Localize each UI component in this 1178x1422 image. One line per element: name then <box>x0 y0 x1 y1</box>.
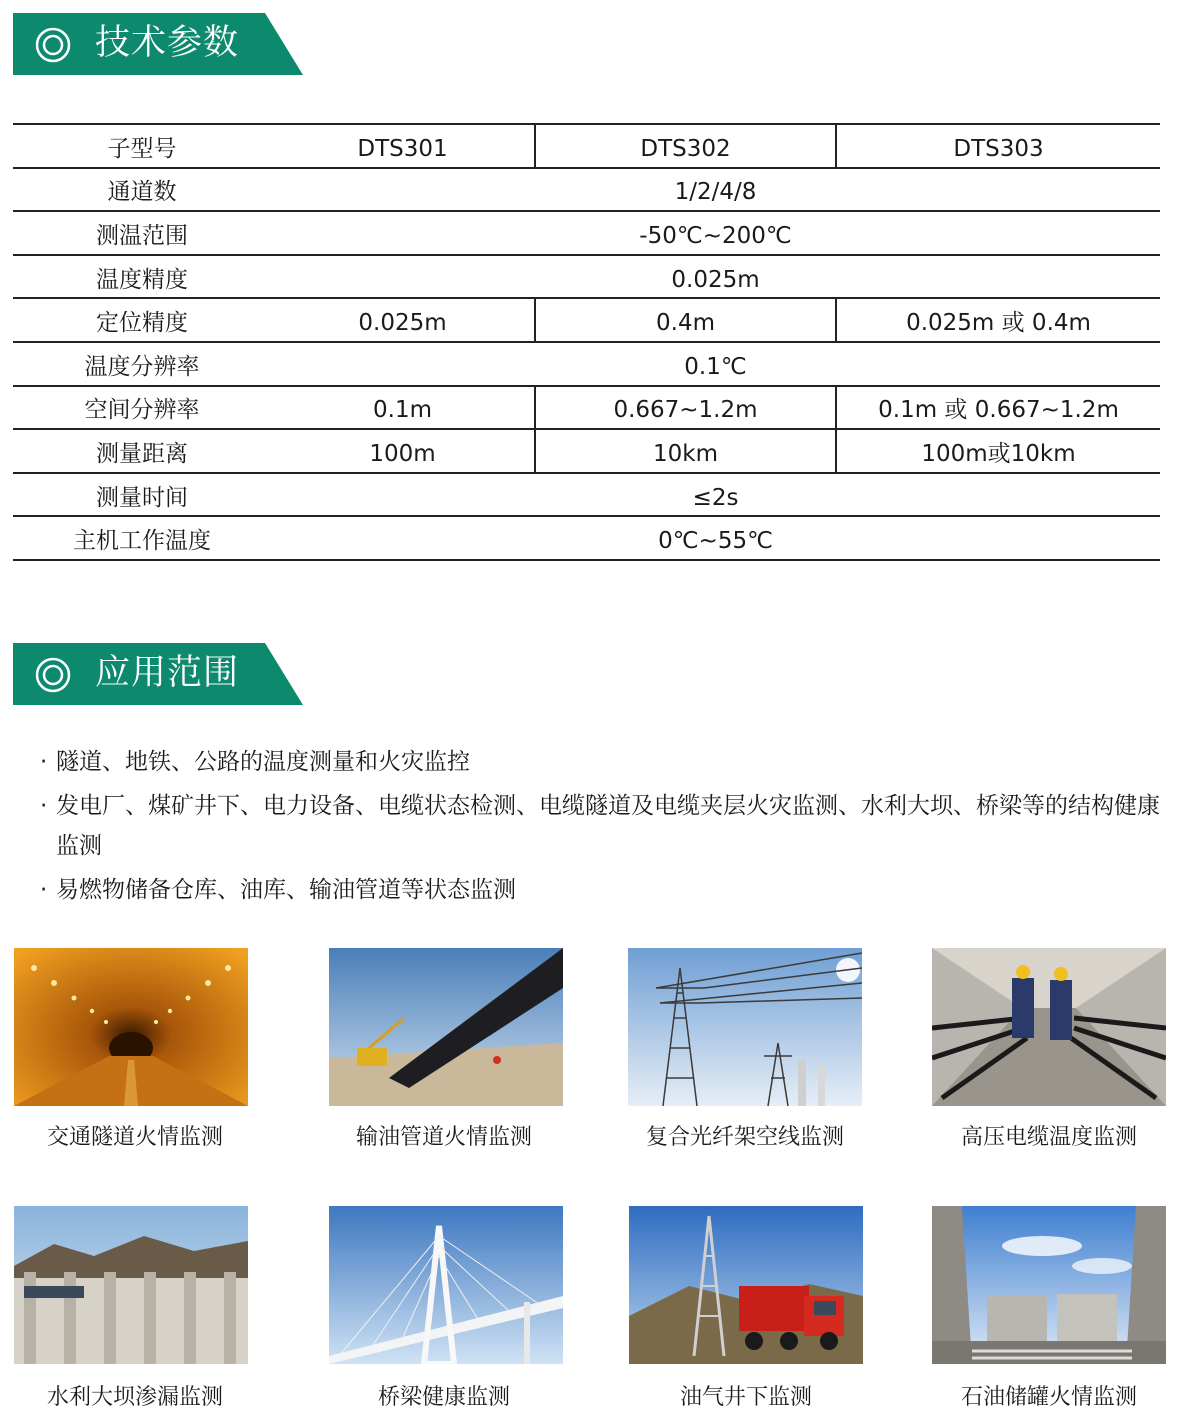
table-row <box>13 516 1160 560</box>
photo-caption: 油气井下监测 <box>679 1385 812 1410</box>
row-label: 温度精度 <box>13 255 271 299</box>
bridge-photo <box>329 1206 563 1364</box>
table-row <box>13 168 1160 212</box>
list-item: · 隧道、地铁、公路的温度测量和火灾监控 <box>40 742 1165 782</box>
oil-tank-photo <box>932 1206 1166 1364</box>
photo-caption: 交通隧道火情监测 <box>46 1125 223 1150</box>
photo-caption: 高压电缆温度监测 <box>960 1125 1137 1150</box>
cell-value: 100m或10km <box>836 429 1160 473</box>
section-title: 应用范围 <box>95 653 240 693</box>
cell-value: 0.025m <box>271 298 535 342</box>
model-name: DTS301 <box>271 124 535 168</box>
table-row <box>13 342 1160 386</box>
model-name: DTS303 <box>836 124 1160 168</box>
photo-caption: 水利大坝渗漏监测 <box>46 1385 223 1410</box>
shared-value: -50℃~200℃ <box>271 211 1160 255</box>
drilling-rig-photo <box>629 1206 863 1364</box>
table-row <box>13 386 1160 430</box>
row-label: 空间分辨率 <box>13 386 271 430</box>
target-circle-icon <box>35 27 71 63</box>
photo-caption: 桥梁健康监测 <box>377 1385 510 1410</box>
table-row <box>13 429 1160 473</box>
row-label: 测量时间 <box>13 473 271 517</box>
row-label: 温度分辨率 <box>13 342 271 386</box>
row-label: 通道数 <box>13 168 271 212</box>
photo-caption: 输油管道火情监测 <box>355 1125 532 1150</box>
row-label: 测量距离 <box>13 429 271 473</box>
specs-section-header <box>13 13 303 75</box>
pipeline-photo <box>329 948 563 1106</box>
shared-value: 1/2/4/8 <box>271 168 1160 212</box>
cell-value: 0.025m 或 0.4m <box>836 298 1160 342</box>
cell-value: 100m <box>271 429 535 473</box>
list-item: · 发电厂、煤矿井下、电力设备、电缆状态检测、电缆隧道及电缆夹层火灾监测、水利大坝、桥梁等的结构健康监测 <box>40 786 1165 866</box>
cable-tunnel-photo <box>932 948 1166 1106</box>
row-label: 子型号 <box>13 124 271 168</box>
model-name: DTS302 <box>535 124 836 168</box>
table-row <box>13 298 1160 342</box>
table-row <box>13 255 1160 299</box>
table-row <box>13 473 1160 517</box>
table-row <box>13 211 1160 255</box>
shared-value: ≤2s <box>271 473 1160 517</box>
tunnel-photo <box>14 948 248 1106</box>
cell-value: 10km <box>535 429 836 473</box>
list-item: · 易燃物储备仓库、油库、输油管道等状态监测 <box>40 870 1165 910</box>
cell-value: 0.4m <box>535 298 836 342</box>
spec-table <box>13 123 1160 561</box>
table-header-row <box>13 124 1160 168</box>
application-list <box>40 742 1165 914</box>
apps-section-header <box>13 643 303 705</box>
shared-value: 0.025m <box>271 255 1160 299</box>
row-label: 主机工作温度 <box>13 516 271 560</box>
dam-photo <box>14 1206 248 1364</box>
shared-value: 0.1℃ <box>271 342 1160 386</box>
cell-value: 0.1m 或 0.667~1.2m <box>836 386 1160 430</box>
section-title: 技术参数 <box>95 23 240 63</box>
power-line-photo <box>628 948 862 1106</box>
row-label: 测温范围 <box>13 211 271 255</box>
cell-value: 0.1m <box>271 386 535 430</box>
target-circle-icon <box>35 657 71 693</box>
photo-caption: 复合光纤架空线监测 <box>645 1125 844 1150</box>
photo-caption: 石油储罐火情监测 <box>960 1385 1137 1410</box>
row-label: 定位精度 <box>13 298 271 342</box>
shared-value: 0℃~55℃ <box>271 516 1160 560</box>
cell-value: 0.667~1.2m <box>535 386 836 430</box>
